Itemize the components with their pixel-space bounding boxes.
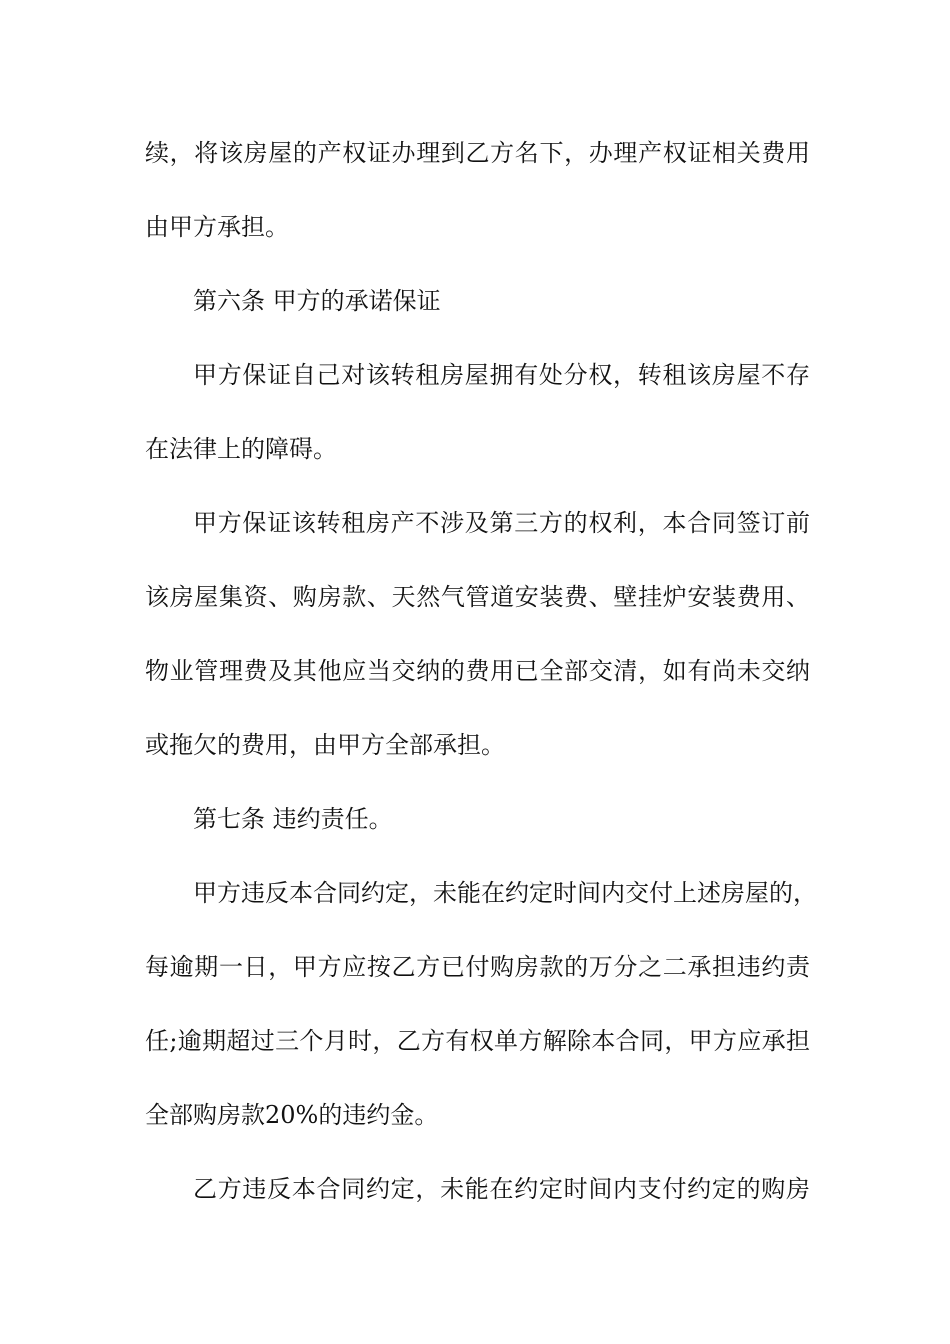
text-line: 全部购房款20%的违约金。 bbox=[145, 1101, 439, 1129]
text-line: 甲方违反本合同约定，未能在约定时间内交付上述房屋的， bbox=[193, 879, 817, 907]
text-line: 该房屋集资、购房款、天然气管道安装费、壁挂炉安装费用、 bbox=[145, 583, 810, 611]
text-line: 或拖欠的费用，由甲方全部承担。 bbox=[145, 731, 505, 759]
article-heading: 第七条 违约责任。 bbox=[193, 805, 393, 833]
text-line: 由甲方承担。 bbox=[145, 213, 289, 241]
text-line: 甲方保证该转租房产不涉及第三方的权利，本合同签订前 bbox=[193, 509, 810, 537]
text-line: 甲方保证自己对该转租房屋拥有处分权，转租该房屋不存 bbox=[193, 361, 810, 389]
text-line: 续，将该房屋的产权证办理到乙方名下，办理产权证相关费用 bbox=[145, 139, 810, 167]
text-line: 每逾期一日，甲方应按乙方已付购房款的万分之二承担违约责 bbox=[145, 953, 810, 981]
text-line: 在法律上的障碍。 bbox=[145, 435, 337, 463]
article-heading: 第六条 甲方的承诺保证 bbox=[193, 287, 441, 315]
text-line: 乙方违反本合同约定，未能在约定时间内支付约定的购房 bbox=[193, 1175, 810, 1203]
text-line: 任;逾期超过三个月时，乙方有权单方解除本合同，甲方应承担 bbox=[145, 1027, 810, 1055]
text-line: 物业管理费及其他应当交纳的费用已全部交清，如有尚未交纳 bbox=[145, 657, 810, 685]
